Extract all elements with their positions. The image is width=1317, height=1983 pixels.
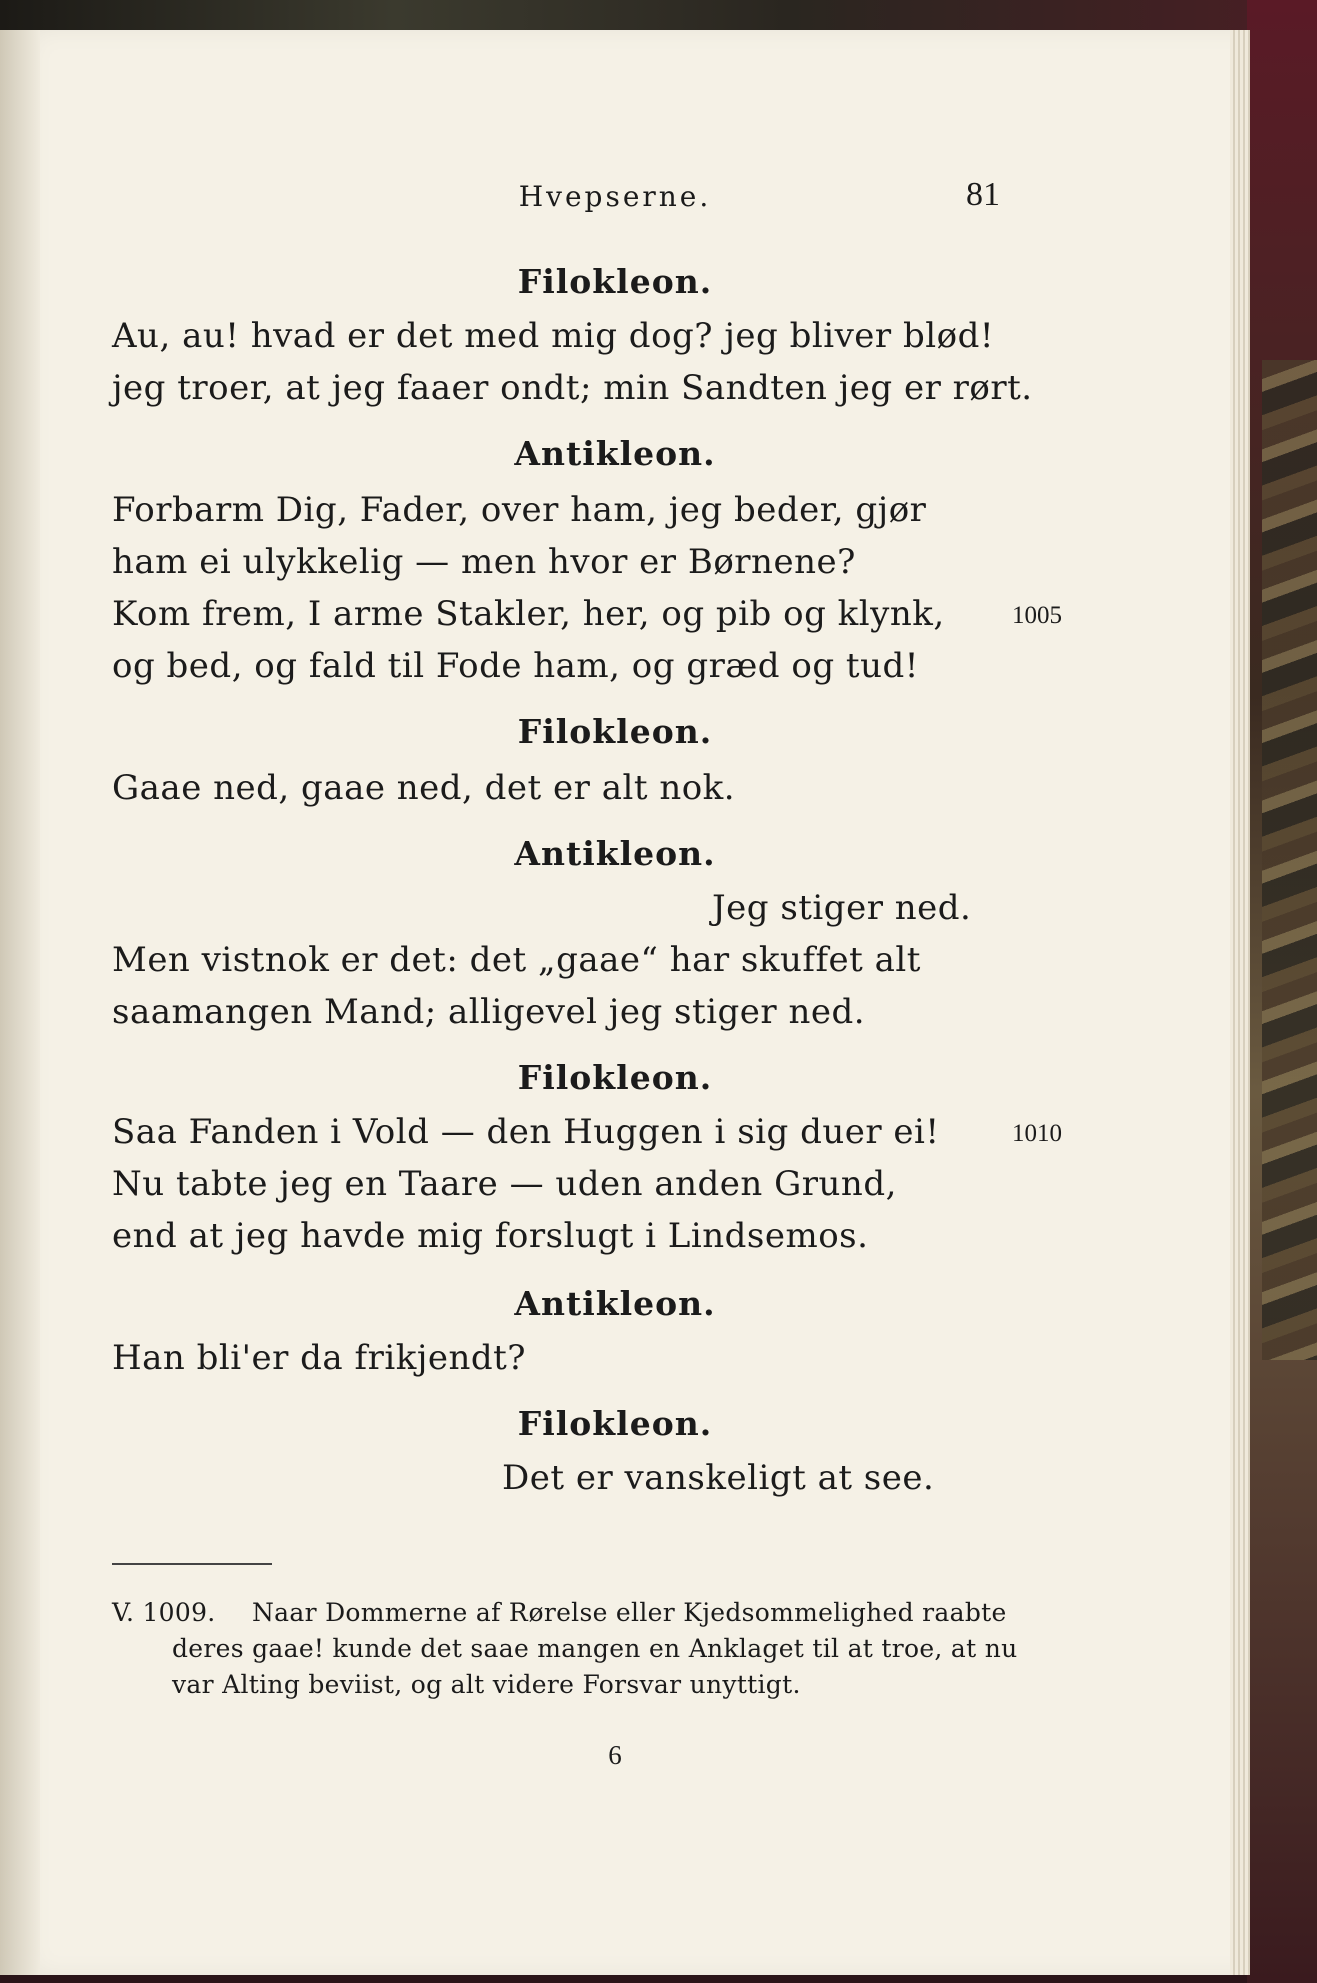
running-head: Hvepserne. — [518, 180, 712, 213]
page-gutter — [0, 30, 40, 1975]
footnote-rule — [112, 1563, 272, 1565]
footnote-line: var Alting beviist, og alt videre Forsvar unyttigt. — [172, 1670, 801, 1699]
verse-line: Kom frem, I arme Stakler, her, og pib og klynk, — [112, 594, 945, 634]
footnote-line: deres gaae! kunde det saae mangen en Anklaget til at troe, at nu — [172, 1634, 1018, 1663]
verse-line: Jeg stiger ned. — [712, 888, 972, 928]
verse-line: Det er vanskeligt at see. — [502, 1458, 935, 1498]
verse-line: Men vistnok er det: det „gaae“ har skuffet alt — [112, 940, 921, 980]
verse-line: Au, au! hvad er det med mig dog? jeg bliver blød! — [112, 316, 995, 356]
speaker-name: Antikleon. — [514, 1284, 716, 1323]
speaker-name: Filokleon. — [517, 712, 713, 751]
line-number: 1010 — [1012, 1120, 1062, 1147]
verse-line: Han bli'er da frikjendt? — [112, 1338, 527, 1378]
verse-line: jeg troer, at jeg faaer ondt; min Sandten jeg er rørt. — [112, 368, 1033, 408]
speaker-name: Antikleon. — [514, 434, 716, 473]
marbled-cover-edge — [1262, 360, 1317, 1360]
speaker-name: Filokleon. — [517, 262, 713, 301]
page-number: 81 — [966, 176, 1000, 213]
verse-line: ham ei ulykkelig — men hvor er Børnene? — [112, 542, 856, 582]
footnote-line: Naar Dommerne af Rørelse eller Kjedsommelighed raabte — [252, 1598, 1007, 1627]
speaker-name: Filokleon. — [517, 1404, 713, 1443]
verse-line: saamangen Mand; alligevel jeg stiger ned. — [112, 992, 866, 1032]
verse-line: Forbarm Dig, Fader, over ham, jeg beder, gjør — [112, 490, 927, 530]
verse-line: Gaae ned, gaae ned, det er alt nok. — [112, 768, 736, 808]
signature-number: 6 — [608, 1740, 622, 1770]
speaker-name: Filokleon. — [517, 1058, 713, 1097]
footnote-ref: V. 1009. — [112, 1598, 216, 1627]
verse-line: og bed, og fald til Fode ham, og græd og tud! — [112, 646, 919, 686]
verse-line: end at jeg havde mig forslugt i Lindsemos. — [112, 1216, 869, 1256]
speaker-name: Antikleon. — [514, 834, 716, 873]
line-number: 1005 — [1012, 602, 1062, 629]
verse-line: Nu tabte jeg en Taare — uden anden Grund, — [112, 1164, 897, 1204]
book-page — [0, 30, 1230, 1975]
verse-line: Saa Fanden i Vold — den Huggen i sig duer ei! — [112, 1112, 940, 1152]
